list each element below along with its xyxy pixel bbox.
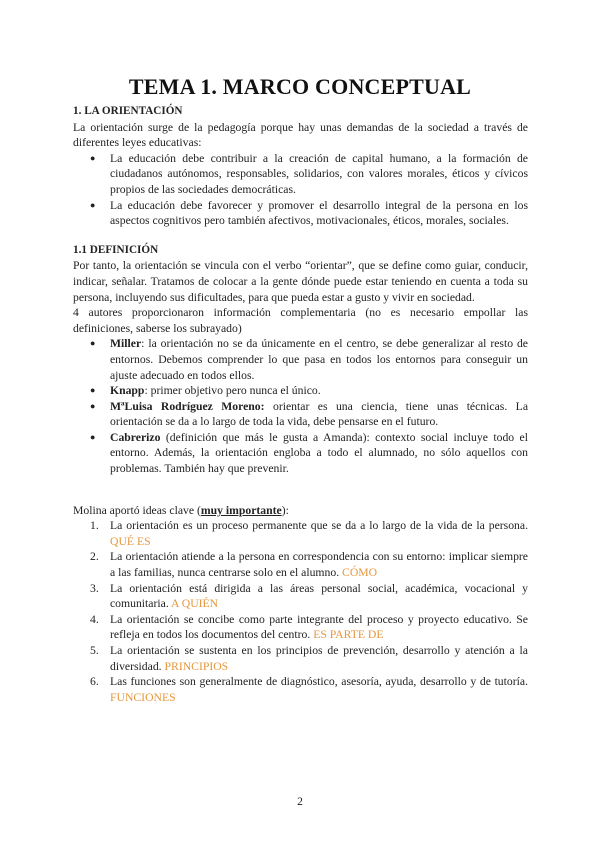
author-name: Knapp — [110, 384, 145, 398]
author-name: Cabrerizo — [110, 430, 161, 444]
idea-item: 6. Las funciones son generalmente de diagnóstico, asesoría, ayuda, desarrollo y de tutoría. FUNCIONES — [90, 675, 528, 704]
authors-intro: 4 autores proporcionaron información complementaria (no es necesario empollar las definiciones, saberse los subrayado) — [73, 306, 528, 335]
list-item: ● La educación debe favorecer y promover el desarrollo integral de la persona en los aspectos cognitivos pero también afectivos, motivacionales, éticos, morales, sociales. — [110, 198, 528, 229]
section-heading-orientacion: 1. LA ORIENTACIÓN — [73, 105, 183, 117]
idea-item: 4. La orientación se concibe como parte integrante del proceso y proyecto educativo. Se refleja en todos los documentos del centro. ES PARTE DE — [90, 612, 528, 642]
authors-list — [73, 336, 528, 476]
author-text: : la orientación no se da únicamente en el centro, se debe generalizar al resto de entornos. Debemos comprender lo que pasa en todos los entornos para conseguir un ajuste adecuado en todos ellos. — [110, 337, 528, 382]
idea-item: 1. La orientación es un proceso permanente que se da a lo largo de la vida de la persona. QUÉ ES — [90, 519, 528, 548]
idea-tag: A QUIÉN — [171, 597, 219, 611]
author-item — [110, 336, 528, 383]
idea-item: 3. La orientación está dirigida a las áreas personal social, académica, vocacional y comunitaria. A QUIÉN — [90, 581, 528, 611]
section-heading-definicion: 1.1 DEFINICIÓN — [73, 243, 159, 256]
page-title: TEMA 1. MARCO CONCEPTUAL — [128, 74, 472, 99]
molina-ideas-list — [73, 518, 528, 705]
idea-tag: CÓMO — [342, 566, 378, 580]
idea-item: 2. La orientación atiende a la persona en correspondencia con su entorno: implicar siempre a las familias, nunca centrarse solo en el alumno. CÓMO — [90, 550, 528, 580]
author-text: (definición que más le gusta a Amanda): contexto social incluye todo el entorno. Además, la orientación engloba a todo el alumnado, no sólo aquellos con problemas. También hay que prevenir. — [110, 430, 528, 476]
section-intro: La orientación surge de la pedagogía porque hay unas demandas de la sociedad a través de diferentes leyes educativas: — [73, 120, 528, 150]
idea-tag: PRINCIPIOS — [164, 659, 229, 673]
author-text: : primer objetivo pero nunca el único. — [144, 384, 321, 398]
idea-item: 5. La orientación se sustenta en los principios de prevención, desarrollo y atención a la diversidad. PRINCIPIOS — [90, 644, 528, 673]
molina-intro: Molina aportó ideas clave (muy importante): — [73, 503, 289, 517]
author-name: MªLuisa Rodríguez Moreno: — [110, 399, 265, 413]
author-name: Miller — [110, 337, 142, 351]
author-item — [110, 383, 528, 399]
author-item — [110, 399, 528, 430]
document-body — [73, 104, 528, 705]
idea-tag: QUÉ ES — [110, 534, 151, 548]
definition-paragraph: Por tanto, la orientación se vincula con el verbo “orientar”, que se define como guiar, conducir, indicar, señalar. Tratamos de colocar a la gente dónde puede estar teniendo en cuenta a toda su persona, incluyendo sus dificultades, para que pueda estar a gusto y vivir en sociedad. — [73, 259, 528, 304]
idea-tag: ES PARTE DE — [313, 628, 384, 642]
list-item: ● La educación debe contribuir a la creación de capital humano, a la formación de ciudadanos autónomos, responsables, solidarios, con valores morales, éticos y cívicos propios de las sociedades democráticas. — [110, 151, 528, 198]
idea-tag: FUNCIONES — [110, 690, 176, 704]
page-number: 2 — [297, 796, 303, 808]
author-text: orientar es una ciencia, tiene unas técnicas. La orientación se da a lo largo de toda la vida, debe pensarse en el futuro. — [110, 399, 529, 429]
demands-list — [73, 151, 528, 229]
emphasis-label: muy importante — [200, 503, 282, 517]
author-item — [110, 430, 528, 477]
